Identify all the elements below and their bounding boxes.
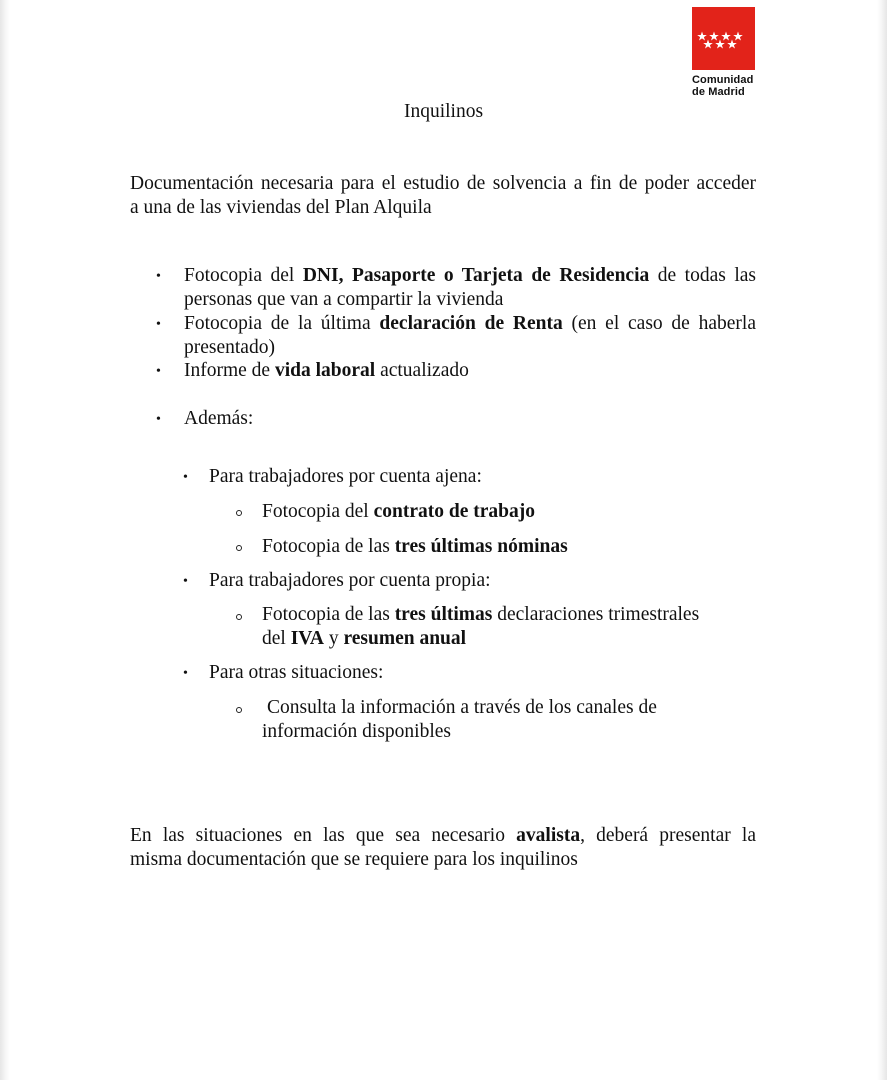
- logo-text-line1: Comunidad: [692, 74, 754, 86]
- sublist-item-consulta-line1: Consulta la información a través de los canales de: [267, 697, 657, 718]
- bullet-dot: •: [183, 666, 188, 681]
- bullet-dot: •: [183, 574, 188, 589]
- list-item-dni-line1: [184, 264, 756, 288]
- text-run: Fotocopia de la última: [184, 313, 380, 334]
- list-item-dni-line2: personas que van a compartir la vivienda: [184, 289, 504, 310]
- text-run: (en el caso de haberla: [562, 313, 756, 334]
- comunidad-de-madrid-logo: [692, 7, 758, 98]
- bold-run: contrato de trabajo: [373, 501, 535, 522]
- bullet-dot: •: [156, 364, 161, 379]
- circle-bullet-icon: [236, 545, 242, 551]
- bold-run: tres últimas nóminas: [394, 536, 568, 557]
- list-item-renta-line2: presentado): [184, 337, 275, 358]
- sublist-item-iva: [262, 603, 732, 651]
- bold-run: DNI, Pasaporte o Tarjeta de Residencia: [302, 265, 650, 286]
- bold-run: resumen anual: [343, 628, 467, 649]
- intro-line-2: a una de las viviendas del Plan Alquila: [130, 197, 432, 218]
- bullet-dot: •: [156, 317, 161, 332]
- seven-stars-icon: [692, 7, 755, 70]
- intro-line-1: Documentación necesaria para el estudio de solvencia a fin de poder acceder: [130, 173, 756, 194]
- text-run: del: [262, 628, 291, 649]
- text-run: , deberá presentar la: [580, 825, 756, 846]
- sublist-item-consulta-line2: información disponibles: [262, 721, 452, 742]
- text-run: Fotocopia del: [262, 501, 374, 522]
- sublist-item-iva-line1: [262, 603, 732, 627]
- text-run: Fotocopia de las: [262, 604, 395, 625]
- sublist-item-iva-line2: [262, 627, 732, 651]
- bold-run: vida laboral: [274, 360, 376, 381]
- sublist-item-consulta: [262, 696, 732, 744]
- sublist-label-propia: Para trabajadores por cuenta propia:: [209, 570, 491, 591]
- bullet-dot: •: [156, 269, 161, 284]
- circle-bullet-icon: [236, 707, 242, 713]
- avalista-line-2: misma documentación que se requiere para los inquilinos: [130, 849, 578, 870]
- bullet-dot: •: [156, 412, 161, 427]
- list-item-renta: [184, 312, 756, 360]
- bold-run: avalista: [516, 825, 581, 846]
- avalista-line-1: [130, 824, 756, 848]
- logo-text: [692, 74, 758, 98]
- list-item-renta-line1: [184, 312, 756, 336]
- page-edge-right: [877, 0, 887, 1080]
- logo-text-line2: de Madrid: [692, 86, 745, 98]
- text-run: Fotocopia del: [184, 265, 303, 286]
- sublist-label-otras: Para otras situaciones:: [209, 662, 384, 683]
- text-run: declaraciones trimestrales: [492, 604, 700, 625]
- bold-run: IVA: [290, 628, 324, 649]
- bold-run: tres últimas: [394, 604, 493, 625]
- text-run: y: [323, 628, 344, 649]
- list-item-vida-laboral: [184, 359, 756, 383]
- text-run: actualizado: [375, 360, 469, 381]
- text-run: de todas las: [649, 265, 756, 286]
- list-item-ademas: Además:: [184, 408, 254, 429]
- list-item-dni: [184, 264, 756, 312]
- text-run: En las situaciones en las que sea necesario: [130, 825, 517, 846]
- page-title: Inquilinos: [403, 101, 484, 122]
- circle-bullet-icon: [236, 510, 242, 516]
- sublist-item-nominas: [262, 535, 568, 559]
- avalista-paragraph: [130, 824, 756, 872]
- bold-run: declaración de Renta: [379, 313, 563, 334]
- sublist-item-contrato: [262, 500, 535, 524]
- text-run: Fotocopia de las: [262, 536, 395, 557]
- logo-flag: [692, 7, 755, 70]
- sublist-label-ajena: Para trabajadores por cuenta ajena:: [209, 466, 482, 487]
- intro-paragraph: [130, 172, 756, 220]
- text-run: Informe de: [184, 360, 275, 381]
- bullet-dot: •: [183, 470, 188, 485]
- page-edge-left: [0, 0, 10, 1080]
- circle-bullet-icon: [236, 614, 242, 620]
